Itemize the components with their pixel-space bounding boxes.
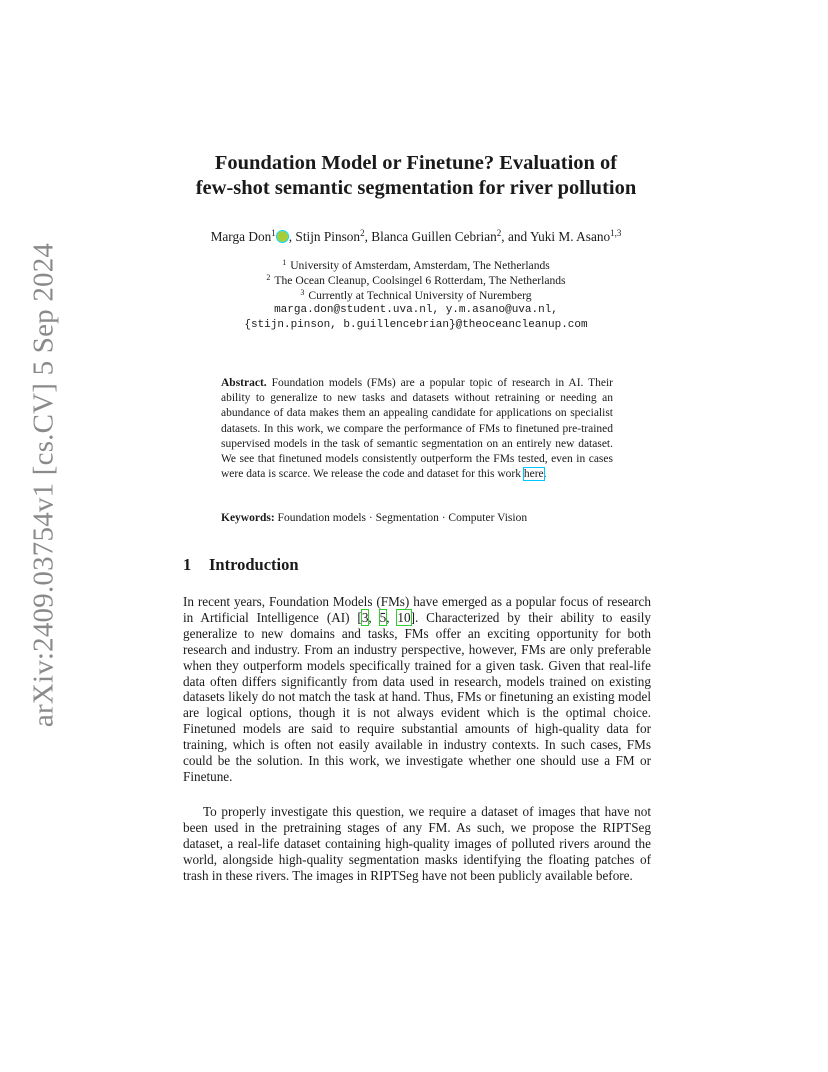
title-line-2: few-shot semantic segmentation for river pollution [195,177,637,199]
citation-separator: , [386,609,390,625]
email-line: marga.don@student.uva.nl, y.m.asano@uva.nl, [274,304,558,316]
affiliation-line [150,288,682,303]
email-line: {stijn.pinson, b.guillencebrian}@theoceancleanup.com [244,319,588,331]
intro-paragraph-1 [183,594,651,785]
arxiv-side-stamp [20,242,68,728]
author-affil-sup: 1 [271,228,276,238]
affiliations [150,258,682,333]
affiliation-text: University of Amsterdam, Amsterdam, The Netherlands [290,259,550,272]
citation-link[interactable]: 3 [361,609,369,625]
author-affil-sup: 1,3 [610,228,622,238]
author-name: Marga Don [210,229,272,244]
keywords [221,511,613,526]
paragraph-text: In recent years, Foundation Models (FMs) have emerged as a popular focus of research in Artificial Intelligence (AI) [ [183,594,651,625]
citation-link[interactable]: 10 [397,609,411,625]
author-affil-sup: 2 [496,228,502,238]
affiliation-text: Currently at Technical University of Nuremberg [308,289,532,302]
abstract-text: Foundation models (FMs) are a popular topic of research in AI. Their ability to generalize to new tasks and datasets without retraining or needing an abundance of data makes them an appealing candidate for applications on specialist datasets. In this work, we compare the performance of FMs to finetuned pre-trained supervised models in the task of semantic segmentation on an entirely new dataset. We see that finetuned models consistently outperform the FMs tested, even in cases were data is scarce. We release the code and dataset for this work [221,377,614,481]
title-line-1: Foundation Model or Finetune? Evaluation of [214,152,618,174]
affiliation-number: 3 [300,288,305,297]
citation-link[interactable]: 5 [379,609,387,625]
paper-title [150,151,682,201]
section-heading [183,555,299,575]
intro-paragraph-2: To properly investigate this question, we require a dataset of images that have not been used in the pretraining stages of any FM. As such, we propose the RIPTSeg dataset, a real-life dataset containing high-quality images of polluted rivers around the world, alongside high-quality segmentation masks identifying the floating patches of trash in these rivers. The images in RIPTSeg have not been publicly available before. [183,804,651,883]
abstract-end: . [543,468,547,481]
arxiv-identifier: arXiv:2409.03754v1 [cs.CV] 5 Sep 2024 [27,242,60,728]
author-name: Yuki M. Asano [529,229,611,244]
affiliation-number: 2 [266,273,271,282]
code-link[interactable]: here [523,468,544,481]
affiliation-line [150,258,682,273]
affiliation-number: 1 [282,258,287,267]
keywords-label: Keywords: [221,512,275,524]
author-name: Blanca Guillen Cebrian [371,229,497,244]
author-list: Marga Don$^1$ , Stijn Pinson$^2$, Blanca Guillen Cebrian$^2$, and Yuki M. Asano$^{1,3}$ [210,228,622,244]
section-title: Introduction [209,555,299,574]
paragraph-text: ]. Characterized by their ability to easily generalize to new domains and tasks, FMs offer an exciting opportunity for both research and industry. From an industry perspective, however, FMs are only preferable when they outperform models specifically trained for a given task. Given that real-life data often differs significantly from data used in research, models trained on existing datasets likely do not match the task at hand. Thus, FMs or finetuning an existing model are logical options, though it is not always evident which is the optimal choice. Finetuned models are said to require substantial amounts of high-quality data for training, which is often not easily available in industry contexts. In such cases, FMs could be the solution. In this work, we investigate whether one should use a FM or Finetune. [183,609,651,784]
author-name: Stijn Pinson [295,229,361,244]
abstract [221,376,613,482]
affiliation-text: The Ocean Cleanup, Coolsingel 6 Rotterdam, The Netherlands [274,274,566,287]
orcid-icon[interactable] [277,231,288,242]
author-connector: , and [501,229,530,244]
affiliation-line [150,273,682,288]
section-number: 1 [183,555,192,574]
keywords-text: Foundation models · Segmentation · Computer Vision [277,512,528,524]
author-affil-sup: 2 [360,228,365,238]
abstract-label: Abstract. [221,377,267,389]
citation-separator: , [368,609,372,625]
